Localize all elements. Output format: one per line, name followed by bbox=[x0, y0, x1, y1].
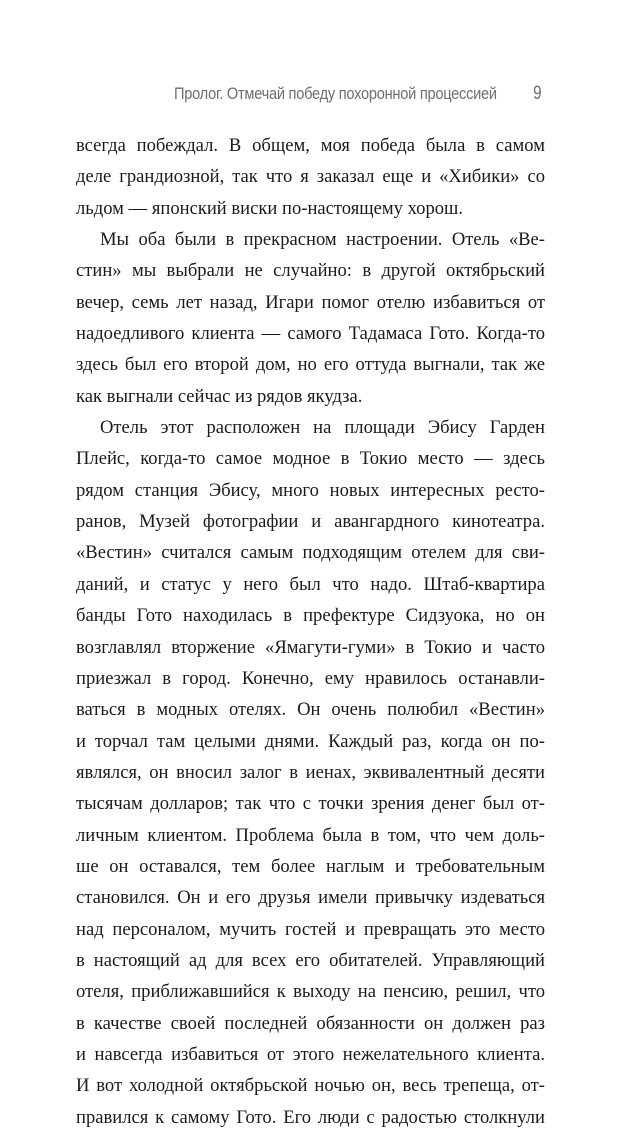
page-number: 9 bbox=[533, 83, 542, 104]
text-line: становился. Он и его друзья имели привычку издеваться bbox=[76, 887, 545, 909]
text-line: И вот холодной октябрьской ночью он, весь трепеща, от- bbox=[76, 1075, 545, 1097]
text-line: личным клиентом. Проблема была в том, что чем доль- bbox=[76, 824, 545, 846]
text-line: и торчал там целыми днями. Каждый раз, когда он по- bbox=[76, 730, 545, 752]
text-line: возглавлял вторжение «Ямагути-гуми» в Токио и часто bbox=[76, 636, 545, 658]
text-line: приезжал в город. Конечно, ему нравилось останавли- bbox=[76, 667, 545, 689]
text-line: банды Гото находилась в префектуре Сидзуока, но он bbox=[76, 605, 545, 627]
running-head-title: Пролог. Отмечай победу похоронной процессией bbox=[174, 84, 497, 103]
text-line: как выгнали сейчас из рядов якудза. bbox=[76, 385, 363, 407]
text-line: Отель этот расположен на площади Эбису Гарден bbox=[100, 417, 545, 439]
running-head bbox=[74, 84, 544, 118]
text-line: ранов, Музей фотографии и авангардного кинотеатра. bbox=[76, 511, 545, 533]
text-line: льдом — японский виски по-настоящему хорош. bbox=[76, 197, 464, 219]
text-line: ваться в модных отелях. Он очень полюбил «Вестин» bbox=[76, 699, 545, 721]
text-line: надоедливого клиента — самого Тадамаса Гото. Когда-то bbox=[76, 323, 545, 345]
text-line: тысячам долларов; так что с точки зрения денег был от- bbox=[76, 793, 545, 815]
text-line: Мы оба были в прекрасном настроении. Отель «Ве- bbox=[100, 229, 545, 251]
text-line: в качестве своей последней обязанности он должен раз bbox=[76, 1012, 545, 1034]
text-line: над персоналом, мучить гостей и превращать это место bbox=[76, 918, 545, 940]
text-line: и навсегда избавиться от этого нежелательного клиента. bbox=[76, 1043, 545, 1065]
text-line: стин» мы выбрали не случайно: в другой октябрьский bbox=[76, 260, 545, 282]
text-line: в настоящий ад для всех его обитателей. Управляющий bbox=[76, 949, 545, 971]
text-line: отеля, приближавшийся к выходу на пенсию, решил, что bbox=[76, 981, 545, 1003]
text-line: являлся, он вносил залог в иенах, эквивалентный десяти bbox=[76, 761, 545, 783]
text-line: деле грандиозной, так что я заказал еще и «Хибики» со bbox=[76, 166, 545, 188]
text-line: вечер, семь лет назад, Игари помог отелю избавиться от bbox=[76, 291, 545, 313]
body-text bbox=[76, 130, 545, 1133]
text-line: «Вестин» считался самым подходящим отелем для сви- bbox=[76, 542, 545, 564]
text-line: ше он оставался, тем более наглым и требовательным bbox=[76, 855, 545, 877]
text-line: Плейс, когда-то самое модное в Токио место — здесь bbox=[76, 448, 545, 470]
text-line: всегда побеждал. В общем, моя победа была в самом bbox=[76, 135, 545, 156]
text-line: даний, и статус у него был что надо. Штаб-квартира bbox=[76, 573, 545, 595]
text-line: правился к самому Гото. Его люди с радостью столкнули bbox=[76, 1106, 545, 1128]
text-line: рядом станция Эбису, много новых интересных ресто- bbox=[76, 479, 545, 501]
text-line: здесь был его второй дом, но его оттуда выгнали, так же bbox=[76, 354, 545, 376]
